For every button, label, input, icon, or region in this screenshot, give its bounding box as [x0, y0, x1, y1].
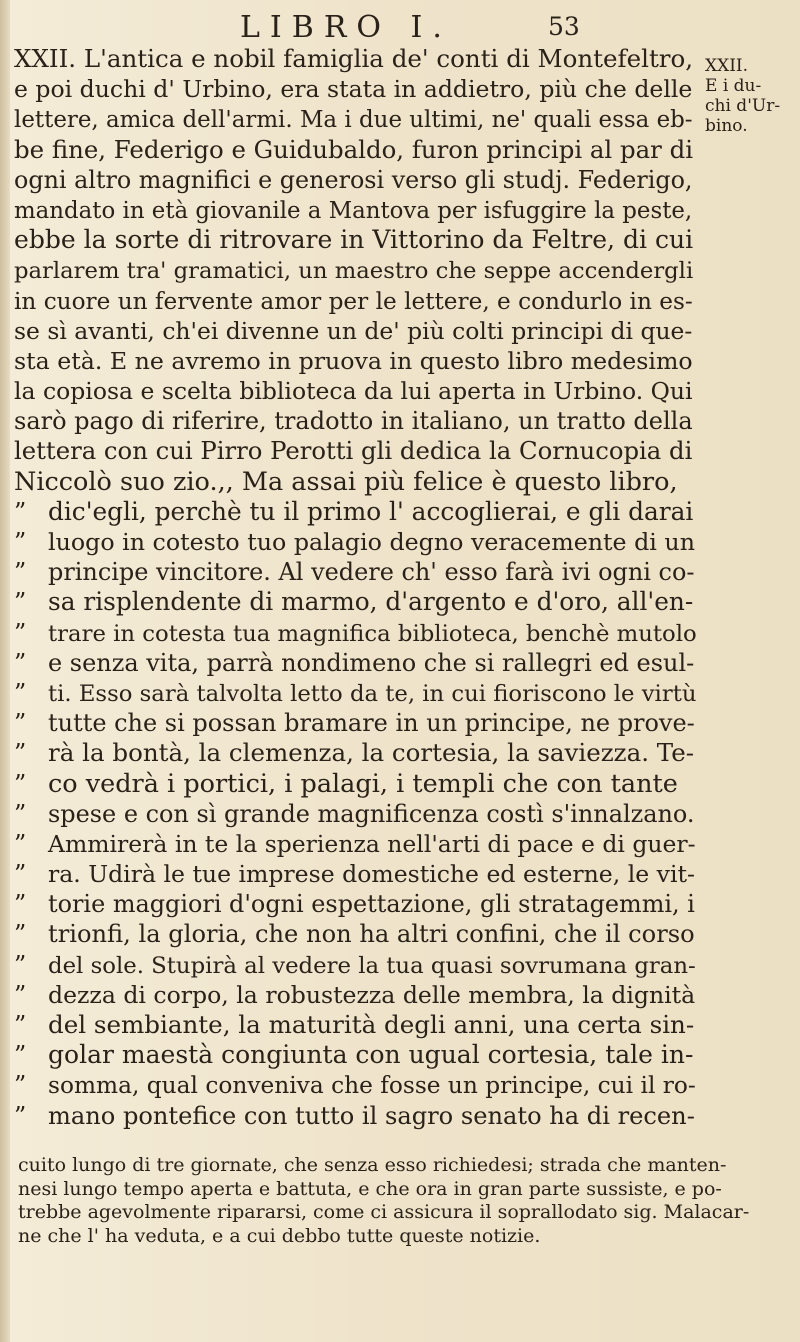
- footnote-line: nesi lungo tempo aperta e battuta, e che ora in gran parte sussiste, e po-: [18, 1177, 722, 1200]
- line-text: del sembiante, la maturità degli anni, una certa sin-: [48, 1010, 695, 1039]
- text-line: [14, 376, 700, 406]
- text-line: [14, 436, 700, 466]
- quote-mark: ”: [14, 648, 27, 677]
- line-text: tutte che si possan bramare in un principe, ne prove-: [48, 709, 695, 738]
- footnote-line: ne che l' ha veduta, e a cui debbo tutte queste notizie.: [18, 1224, 541, 1247]
- text-line: [14, 980, 700, 1010]
- line-text: mandato in età giovanile a Mantova per isfuggire la peste,: [14, 197, 693, 224]
- line-text: sarò pago di riferire, tradotto in italiano, un tratto della: [14, 407, 693, 436]
- quote-mark: ”: [14, 860, 27, 889]
- line-text: in cuore un fervente amor per le lettere, e condurlo in es-: [14, 287, 693, 315]
- text-line: [14, 316, 700, 346]
- footnote-line: trebbe agevolmente ripararsi, come ci assicura il soprallodato sig. Malacar-: [18, 1201, 750, 1223]
- text-line: [14, 587, 700, 617]
- line-text: spese e con sì grande magnificenza costì s'innalzano.: [48, 799, 695, 828]
- text-line: [14, 195, 700, 225]
- line-text: trionfi, la gloria, che non ha altri confini, che il corso: [48, 920, 695, 949]
- line-text: ra. Udirà le tue imprese domestiche ed esterne, le vit-: [48, 860, 695, 889]
- text-line: [14, 165, 700, 195]
- text-line: [14, 255, 700, 285]
- line-text: sa risplendente di marmo, d'argento e d'oro, all'en-: [48, 587, 694, 617]
- text-line: [14, 225, 700, 255]
- text-line: [14, 346, 700, 376]
- quote-mark: ”: [14, 890, 27, 919]
- text-line: [14, 557, 700, 587]
- line-text: ti. Esso sarà talvolta letto da te, in cui fioriscono le virtù: [48, 680, 697, 707]
- line-text: rà la bontà, la clemenza, la cortesia, la saviezza. Te-: [48, 738, 695, 768]
- quote-mark: ”: [14, 739, 27, 768]
- quote-mark: ”: [14, 1011, 27, 1039]
- margin-note-line: XXII.: [705, 56, 749, 76]
- page-gutter: [0, 0, 10, 1342]
- text-line: [14, 678, 700, 708]
- margin-note-line: E i du-: [705, 76, 762, 96]
- text-line: [14, 950, 700, 980]
- quote-mark: ”: [14, 829, 27, 858]
- line-text: luogo in cotesto tuo palagio degno veracemente di un: [48, 528, 695, 556]
- line-text: parlarem tra' gramatici, un maestro che seppe accendergli: [14, 258, 694, 285]
- quote-mark: ”: [14, 709, 27, 738]
- text-line: [14, 1070, 700, 1100]
- line-text: principe vincitore. Al vedere ch' esso farà ivi ogni co-: [48, 558, 695, 587]
- quote-mark: ”: [14, 618, 27, 647]
- line-text: lettere, amica dell'armi. Ma i due ultimi, ne' quali essa eb-: [14, 107, 693, 134]
- text-line: [14, 467, 700, 497]
- line-text: XXII. L'antica e nobil famiglia de' conti di Montefeltro,: [14, 44, 694, 73]
- line-text: dezza di corpo, la robustezza delle membra, la dignità: [48, 980, 696, 1009]
- line-text: torie maggiori d'ogni espettazione, gli stratagemmi, i: [48, 890, 695, 919]
- text-line: [14, 708, 700, 738]
- line-text: e senza vita, parrà nondimeno che si rallegri ed esul-: [48, 648, 695, 677]
- line-text: co vedrà i portici, i palagi, i templi che con tante: [48, 768, 678, 799]
- footnote-line: cuito lungo di tre giornate, che senza esso richiedesi; strada che manten-: [18, 1154, 727, 1176]
- quote-mark: ”: [14, 950, 27, 979]
- line-text: golar maestà congiunta con ugual cortesia, tale in-: [48, 1040, 694, 1070]
- text-line: [14, 799, 700, 829]
- quote-mark: ”: [14, 1071, 27, 1100]
- line-text: mano pontefice con tutto il sagro senato ha di recen-: [48, 1101, 695, 1130]
- footnote: [18, 1154, 778, 1248]
- quote-mark: ”: [14, 769, 27, 798]
- text-line: [14, 1010, 700, 1040]
- margin-note: [705, 56, 800, 136]
- line-text: Ammirerà in te la sperienza nell'arti di pace e di guer-: [48, 829, 696, 858]
- line-text: sta età. E ne avremo in pruova in questo libro medesimo: [14, 346, 693, 375]
- text-line: [14, 618, 700, 648]
- text-line: [14, 104, 700, 134]
- text-line: [14, 1040, 700, 1070]
- line-text: dic'egli, perchè tu il primo l' accoglierai, e gli darai: [48, 496, 694, 526]
- quote-mark: ”: [14, 799, 27, 828]
- line-text: Niccolò suo zio.,, Ma assai più felice è questo libro,: [14, 466, 678, 497]
- line-text: se sì avanti, ch'ei divenne un de' più colti principi di que-: [14, 316, 693, 345]
- text-line: [14, 286, 700, 316]
- text-line: [14, 406, 700, 436]
- body-text: [14, 44, 700, 1131]
- quote-mark: ”: [14, 678, 27, 707]
- line-text: e poi duchi d' Urbino, era stata in addietro, più che delle: [14, 75, 693, 104]
- line-text: la copiosa e scelta biblioteca da lui aperta in Urbino. Qui: [14, 377, 693, 406]
- text-line: [14, 738, 700, 768]
- line-text: ebbe la sorte di ritrovare in Vittorino da Feltre, di cui: [14, 225, 694, 255]
- quote-mark: ”: [14, 497, 27, 526]
- margin-note-line: chi d'Ur-: [705, 96, 781, 116]
- page-number: 53: [548, 12, 580, 41]
- text-line: [14, 1101, 700, 1131]
- text-line: [14, 829, 700, 859]
- quote-mark: ”: [14, 528, 27, 556]
- text-line: [14, 919, 700, 949]
- quote-mark: ”: [14, 920, 27, 949]
- line-text: ogni altro magnifici e generosi verso gli studj. Federigo,: [14, 165, 693, 194]
- text-line: [14, 74, 700, 104]
- margin-note-line: bino.: [705, 116, 748, 136]
- quote-mark: ”: [14, 588, 27, 617]
- text-line: [14, 648, 700, 678]
- text-line: [14, 859, 700, 889]
- line-text: somma, qual conveniva che fosse un principe, cui il ro-: [48, 1072, 696, 1100]
- text-line: [14, 44, 700, 74]
- line-text: lettera con cui Pirro Perotti gli dedica la Cornucopia di: [14, 436, 693, 466]
- quote-mark: ”: [14, 1041, 27, 1070]
- text-line: [14, 769, 700, 799]
- quote-mark: ”: [14, 558, 27, 587]
- line-text: del sole. Stupirà al vedere la tua quasi sovrumana gran-: [48, 952, 696, 979]
- text-line: [14, 889, 700, 919]
- running-head: LIBRO I.: [240, 10, 452, 45]
- line-text: trare in cotesta tua magnifica biblioteca, benchè mutolo: [48, 620, 697, 647]
- text-line: [14, 497, 700, 527]
- quote-mark: ”: [14, 1101, 27, 1130]
- quote-mark: ”: [14, 980, 27, 1009]
- text-line: [14, 135, 700, 165]
- line-text: be fine, Federigo e Guidubaldo, furon principi al par di: [14, 134, 694, 164]
- text-line: [14, 527, 700, 557]
